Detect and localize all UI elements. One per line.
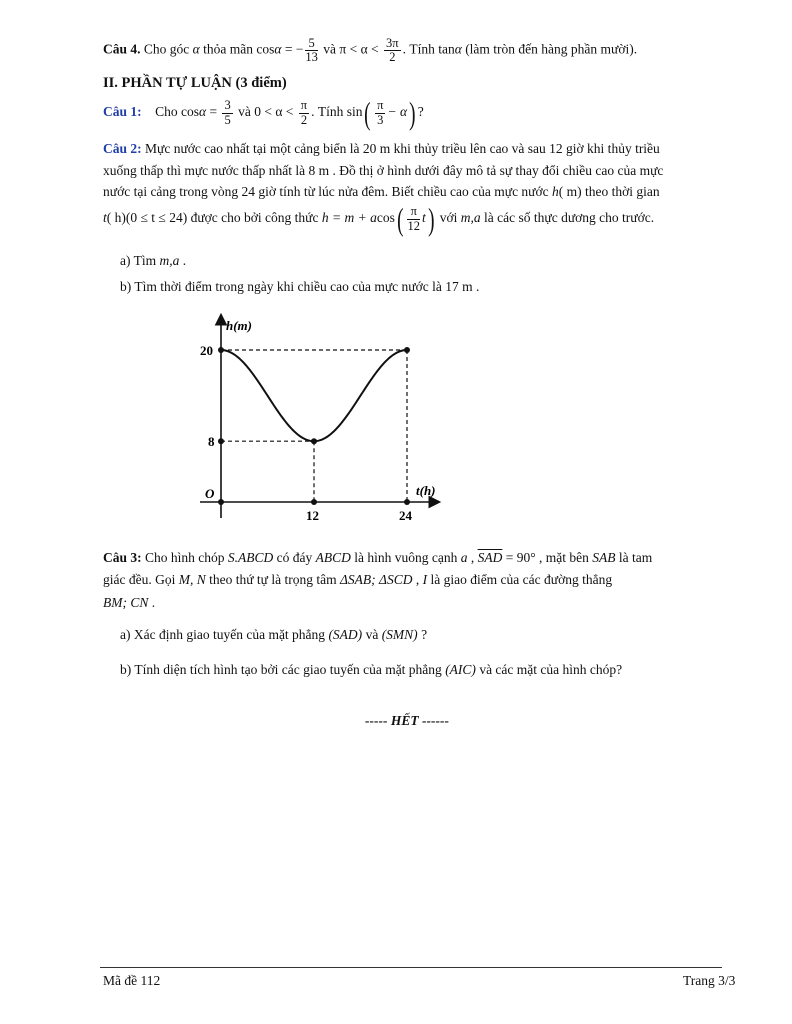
question-2-part-a: a) Tìm m,a . <box>120 253 187 268</box>
question-3-line-3: BM; CN . <box>103 595 156 610</box>
question-3-line-2: giác đều. Gọi M, N theo thứ tự là trọng tâm ΔSAB; ΔSCD , I là giao điểm của các đường thẳng <box>103 572 613 587</box>
axis-point <box>218 499 224 505</box>
question-2-part-b: b) Tìm thời điểm trong ngày khi chiều cao của mực nước là 17 m . <box>120 279 480 294</box>
fraction: $\frac{3\pi}{2}$ <box>386 36 399 65</box>
section-title: II. PHẦN TỰ LUẬN (3 điểm) <box>103 75 287 91</box>
data-point <box>404 347 410 353</box>
fraction: $\frac{3}{5}$ <box>224 98 231 127</box>
y-axis-label: h(m) <box>226 318 252 333</box>
question-3-line-1: Câu 3: Cho hình chóp S.ABCD có đáy ABCD là hình vuông cạnh a , $\overline{SAD} = 90^\circ$ , mặt bên SAB là tam <box>103 550 653 565</box>
data-curve <box>221 350 407 441</box>
question-2-line-2: xuống thấp thì mực nước thấp nhất là 8 m . Đồ thị ở hình dưới đây mô tả sự thay đổi chiều cao của mực <box>103 163 664 178</box>
question-1: Câu 1: Cho cosα = $\frac{3}{5}$ và 0 < α < $\frac{\pi}{2}$ . Tính sin( $\frac{\pi}{3}$ − α) ? <box>103 95 424 131</box>
question-3-label: Câu 3: <box>103 550 142 565</box>
page-number: Trang 3/3 <box>683 973 736 988</box>
y-tick-label: 8 <box>208 434 215 450</box>
footer-rule <box>100 967 722 968</box>
axis-point <box>404 499 410 505</box>
origin-label: O <box>205 486 215 501</box>
question-4: Câu 4. Cho góc α thỏa mãn cosα = − $\frac{5}{13}$ và π < α < $\frac{3\pi}{2}$ . Tính tanα (làm tròn đến hàng phần mười). <box>103 36 638 65</box>
question-2-label: Câu 2: <box>103 141 142 156</box>
fraction: $\frac{\pi}{12}$ <box>407 204 420 233</box>
question-2-line-3: nước tại cảng trong vòng 24 giờ tính từ lúc nửa đêm. Biết chiều cao của mực nước h( m) theo thời gian <box>103 184 660 199</box>
x-axis-label: t(h) <box>416 483 436 498</box>
x-tick-label: 12 <box>306 508 319 523</box>
exam-code: Mã đề 112 <box>103 973 161 988</box>
question-2-line-1: Câu 2: Mực nước cao nhất tại một cảng biển là 20 m khi thủy triều lên cao và sau 12 giờ khi thủy triều <box>103 141 660 156</box>
fraction: $\frac{\pi}{2}$ <box>300 98 308 127</box>
question-2-line-4: t( h)(0 ≤ t ≤ 24) được cho bởi công thức h = m + acos( $\frac{\pi}{12}$ t) với m,a là các số thực dương cho trước. <box>103 201 655 237</box>
end-mark: ----- HẾT ------ <box>365 713 449 728</box>
question-1-label: Câu 1: <box>103 104 142 120</box>
fraction: $\frac{5}{13}$ <box>305 36 318 65</box>
data-point <box>218 347 224 353</box>
tick-labels <box>200 343 413 523</box>
y-tick-label: 20 <box>200 343 213 358</box>
question-3-part-a: a) Xác định giao tuyến của mặt phẳng (SAD) và (SMN) ? <box>120 627 428 642</box>
x-tick-label: 24 <box>399 508 412 523</box>
guide-lines <box>221 350 407 502</box>
axis-point <box>218 438 224 444</box>
tide-chart <box>190 310 450 525</box>
fraction: $\frac{\pi}{3}$ <box>377 98 384 127</box>
question-4-label: Câu 4. <box>103 41 141 57</box>
data-point <box>311 438 317 444</box>
axis-point <box>311 499 317 505</box>
question-3-part-b: b) Tính diện tích hình tạo bởi các giao tuyến của mặt phẳng (AIC) và các mặt của hình chóp? <box>120 662 623 677</box>
data-points <box>218 347 410 505</box>
